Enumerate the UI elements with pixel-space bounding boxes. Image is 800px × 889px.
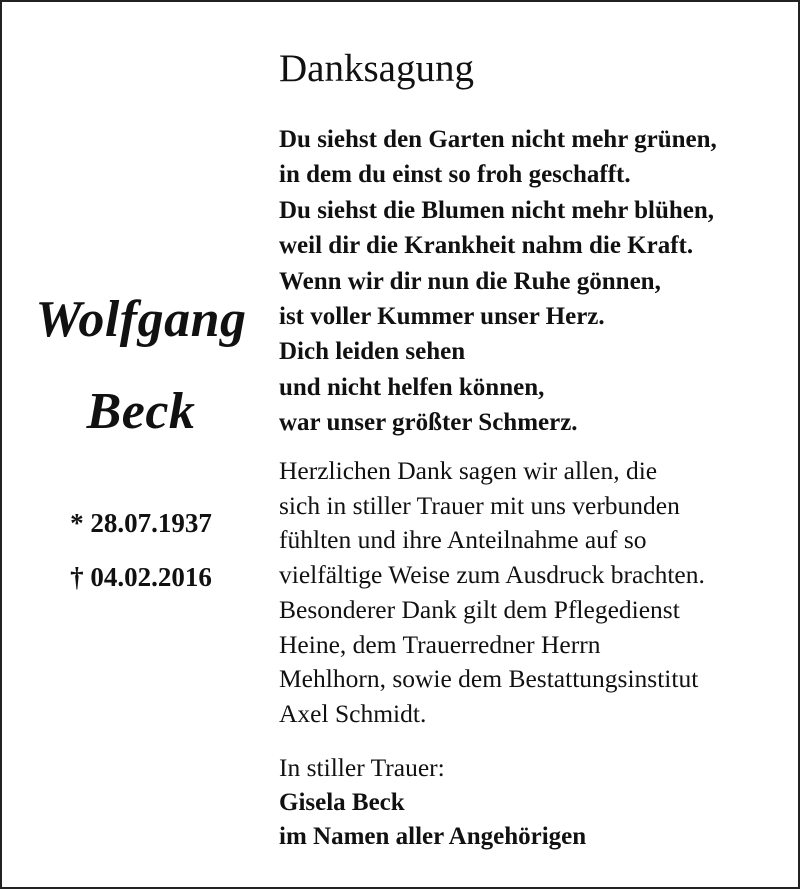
poem <box>279 122 717 441</box>
thanks-line: fühlten und ihre Anteilnahme auf so <box>279 525 647 555</box>
signature-family: im Namen aller Angehörigen <box>279 823 587 850</box>
deceased-last-name: Beck <box>86 383 196 440</box>
poem-line: war unser größter Schmerz. <box>279 409 578 437</box>
thanks-line: Axel Schmidt. <box>279 698 427 728</box>
poem-line: weil dir die Krankheit nahm die Kraft. <box>279 232 694 260</box>
signature-intro: In stiller Trauer: <box>279 753 445 782</box>
thanks-line: Mehlhorn, sowie dem Bestattungsinstitut <box>279 664 699 694</box>
thanks-line: sich in stiller Trauer mit uns verbunden <box>279 490 680 520</box>
thanks-line: vielfältige Weise zum Ausdruck brachten. <box>279 560 705 590</box>
signature-name: Gisela Beck <box>279 788 405 816</box>
poem-line: Du siehst die Blumen nicht mehr blühen, <box>279 196 715 224</box>
thanks-line: Herzlichen Dank sagen wir allen, die <box>279 456 658 485</box>
thanks-line: Heine, dem Trauerredner Herrn <box>279 629 601 659</box>
poem-line: und nicht helfen können, <box>279 373 545 401</box>
birth-date: * 28.07.1937 <box>70 508 212 538</box>
poem-line: in dem du einst so froh geschafft. <box>279 161 631 189</box>
poem-line: Wenn wir dir nun die Ruhe gönnen, <box>279 267 661 295</box>
death-date: † 04.02.2016 <box>70 562 212 592</box>
poem-line: Du siehst den Garten nicht mehr grünen, <box>279 126 717 153</box>
poem-line: ist voller Kummer unser Herz. <box>279 303 605 331</box>
deceased-panel <box>2 2 280 887</box>
thanks-line: Besonderer Dank gilt dem Pflegedienst <box>279 594 680 624</box>
deceased-first-name: Wolfgang <box>35 291 247 348</box>
notice-title: Danksagung <box>279 47 474 90</box>
poem-line: Dich leiden sehen <box>279 338 466 366</box>
signature-block <box>279 751 586 855</box>
thanks-paragraph <box>279 454 705 732</box>
